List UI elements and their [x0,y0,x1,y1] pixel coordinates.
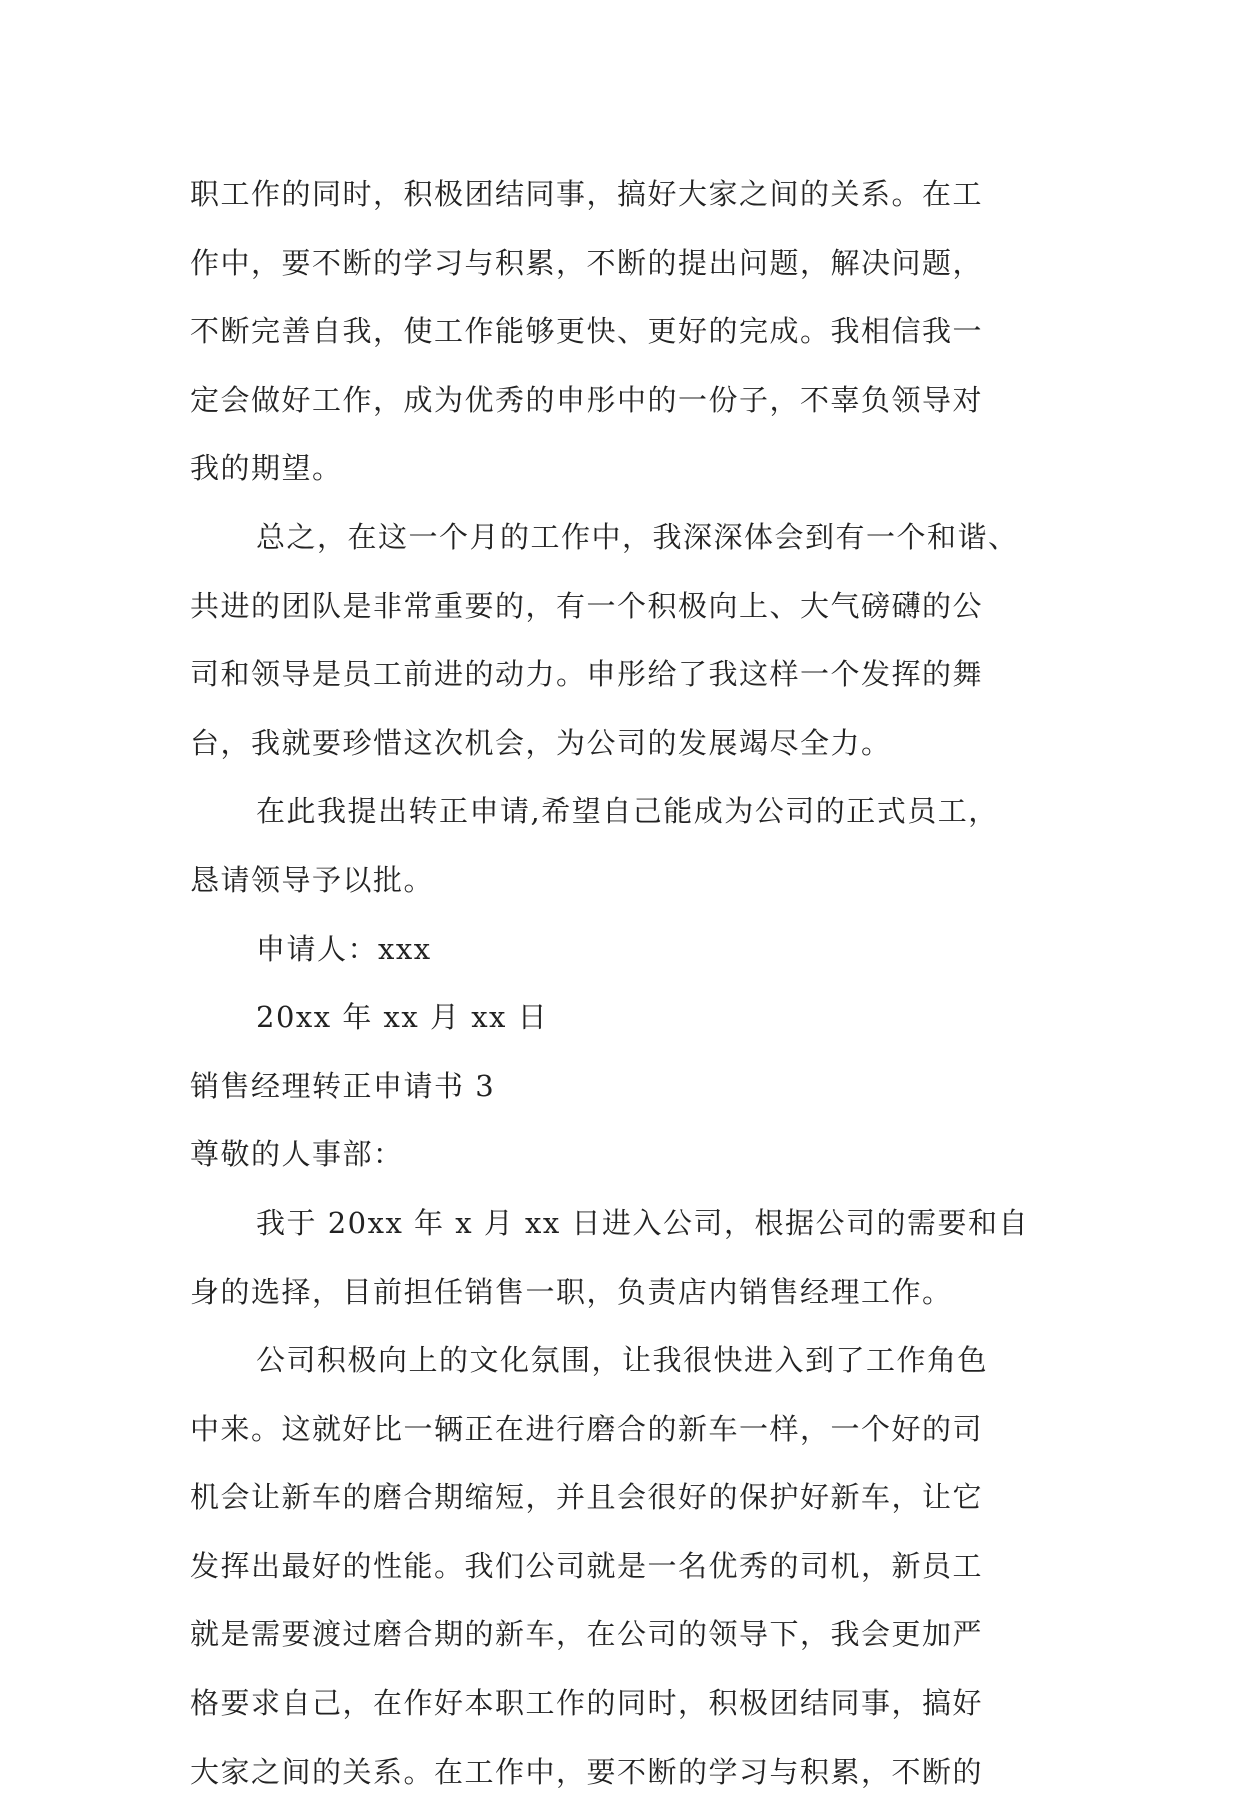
text-line: 就是需要渡过磨合期的新车，在公司的领导下，我会更加严 [190,1617,984,1652]
document-body [190,160,1058,1806]
text-line: 恳请领导予以批。 [190,862,435,897]
text-line: 不断完善自我，使工作能够更快、更好的完成。我相信我一 [190,314,984,349]
text-line: 尊敬的人事部： [190,1137,404,1172]
text-line: 定会做好工作，成为优秀的申彤中的一份子，不辜负领导对 [190,382,984,417]
text-line: 大家之间的关系。在工作中，要不断的学习与积累，不断的 [190,1754,984,1789]
text-line: 公司积极向上的文化氛围，让我很快进入到了工作角色 [256,1343,989,1378]
text-line: 我于 20xx 年 x 月 xx 日进入公司，根据公司的需要和自 [256,1205,1029,1240]
text-line: 发挥出最好的性能。我们公司就是一名优秀的司机，新员工 [190,1548,984,1583]
text-line: 职工作的同时，积极团结同事，搞好大家之间的关系。在工 [190,177,984,211]
text-line: 我的期望。 [190,451,343,486]
text-line: 中来。这就好比一辆正在进行磨合的新车一样，一个好的司 [190,1411,984,1446]
text-line: 作中，要不断的学习与积累，不断的提出问题，解决问题， [190,245,984,280]
text-line: 台，我就要珍惜这次机会，为公司的发展竭尽全力。 [190,725,892,760]
text-line: 总之，在这一个月的工作中，我深深体会到有一个和谐、 [256,519,1019,554]
text-line: 申请人：xxx [256,931,432,966]
text-line: 20xx 年 xx 月 xx 日 [256,1000,549,1035]
text-line: 身的选择，目前担任销售一职，负责店内销售经理工作。 [190,1274,953,1309]
text-line: 销售经理转正申请书 3 [190,1068,496,1103]
text-line: 在此我提出转正申请,希望自己能成为公司的正式员工， [256,794,999,829]
text-line: 共进的团队是非常重要的，有一个积极向上、大气磅礴的公 [190,588,984,623]
text-line: 格要求自己，在作好本职工作的同时，积极团结同事，搞好 [190,1686,984,1721]
text-line: 机会让新车的磨合期缩短，并且会很好的保护好新车，让它 [190,1480,984,1515]
text-line: 司和领导是员工前进的动力。申彤给了我这样一个发挥的舞 [190,657,984,692]
